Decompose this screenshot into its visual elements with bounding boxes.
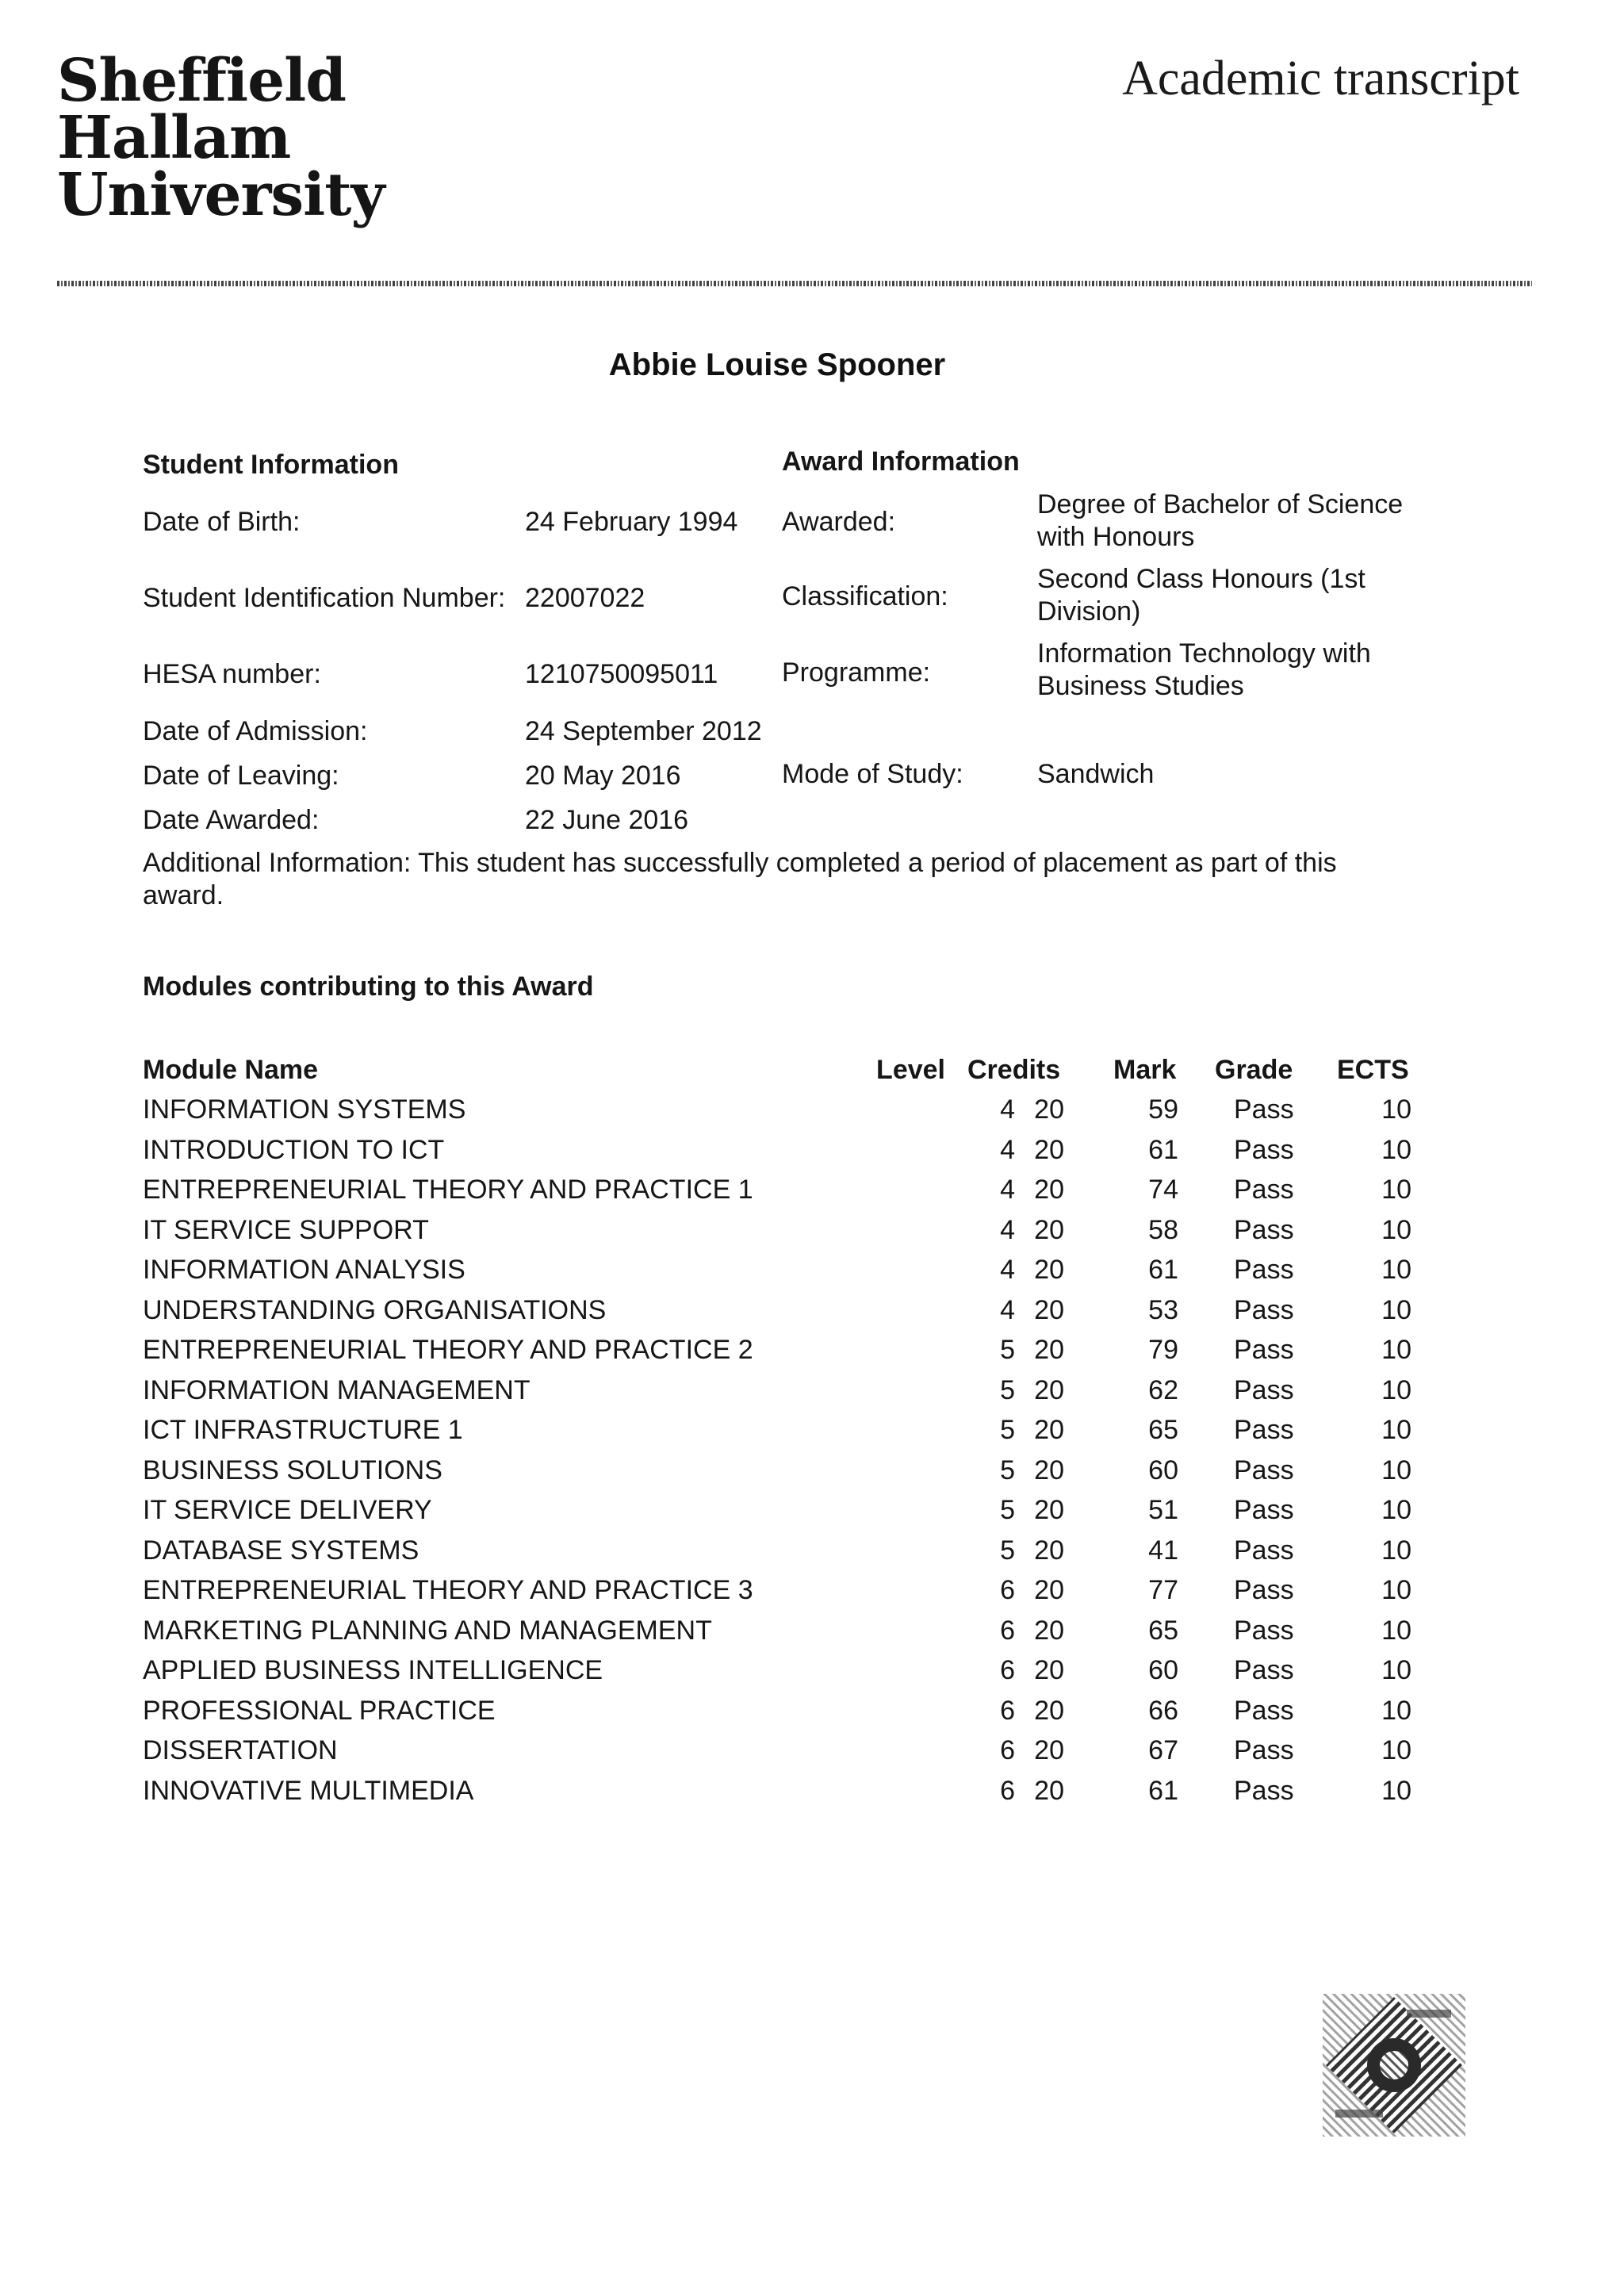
module-grade: Pass bbox=[1234, 1655, 1294, 1685]
student-id-label: Student Identification Number: bbox=[143, 583, 506, 613]
module-ects: 10 bbox=[1381, 1094, 1411, 1125]
module-grade: Pass bbox=[1234, 1295, 1294, 1325]
module-ects: 10 bbox=[1381, 1295, 1411, 1325]
module-level: 6 bbox=[1000, 1616, 1015, 1646]
module-credits: 20 bbox=[1034, 1135, 1064, 1165]
module-ects: 10 bbox=[1381, 1415, 1411, 1445]
admission-value: 24 September 2012 bbox=[525, 716, 762, 746]
mode-of-study-label: Mode of Study: bbox=[782, 759, 963, 789]
module-ects: 10 bbox=[1381, 1735, 1411, 1765]
module-grade: Pass bbox=[1234, 1495, 1294, 1525]
module-credits: 20 bbox=[1034, 1735, 1064, 1765]
module-grade: Pass bbox=[1234, 1175, 1294, 1205]
module-mark: 41 bbox=[1148, 1535, 1178, 1566]
modules-heading: Modules contributing to this Award bbox=[143, 972, 594, 1002]
date-awarded-value: 22 June 2016 bbox=[525, 805, 689, 835]
university-logo bbox=[57, 47, 385, 229]
award-info-heading: Award Information bbox=[782, 447, 1020, 477]
module-ects: 10 bbox=[1381, 1535, 1411, 1566]
module-credits: 20 bbox=[1034, 1375, 1064, 1405]
table-row bbox=[0, 1575, 1624, 1615]
module-mark: 58 bbox=[1148, 1215, 1178, 1245]
table-row bbox=[0, 1696, 1624, 1735]
module-name: PROFESSIONAL PRACTICE bbox=[143, 1696, 496, 1726]
table-row bbox=[0, 1735, 1624, 1775]
module-credits: 20 bbox=[1034, 1175, 1064, 1205]
awarded-value-line: with Honours bbox=[1037, 522, 1195, 552]
module-mark: 51 bbox=[1148, 1495, 1178, 1525]
module-mark: 67 bbox=[1148, 1735, 1178, 1765]
module-name: ENTREPRENEURIAL THEORY AND PRACTICE 1 bbox=[143, 1175, 753, 1205]
module-mark: 61 bbox=[1148, 1776, 1178, 1806]
module-name: BUSINESS SOLUTIONS bbox=[143, 1455, 442, 1485]
awarded-value bbox=[1037, 489, 1403, 554]
module-ects: 10 bbox=[1381, 1495, 1411, 1525]
module-credits: 20 bbox=[1034, 1094, 1064, 1125]
module-ects: 10 bbox=[1381, 1215, 1411, 1245]
module-level: 5 bbox=[1000, 1335, 1015, 1365]
awarded-label: Awarded: bbox=[782, 507, 896, 537]
module-name: INTRODUCTION TO ICT bbox=[143, 1135, 445, 1165]
module-credits: 20 bbox=[1034, 1616, 1064, 1646]
module-name: ENTREPRENEURIAL THEORY AND PRACTICE 3 bbox=[143, 1575, 753, 1605]
table-row bbox=[0, 1175, 1624, 1214]
table-row bbox=[0, 1655, 1624, 1695]
hesa-value: 1210750095011 bbox=[525, 659, 718, 689]
module-mark: 66 bbox=[1148, 1696, 1178, 1726]
module-name: APPLIED BUSINESS INTELLIGENCE bbox=[143, 1655, 603, 1685]
module-grade: Pass bbox=[1234, 1415, 1294, 1445]
module-level: 4 bbox=[1000, 1255, 1015, 1285]
module-name: INNOVATIVE MULTIMEDIA bbox=[143, 1776, 474, 1806]
module-mark: 65 bbox=[1148, 1415, 1178, 1445]
module-grade: Pass bbox=[1234, 1255, 1294, 1285]
leaving-label: Date of Leaving: bbox=[143, 761, 339, 791]
module-level: 5 bbox=[1000, 1455, 1015, 1485]
module-mark: 61 bbox=[1148, 1255, 1178, 1285]
module-level: 5 bbox=[1000, 1375, 1015, 1405]
classification-value-line: Second Class Honours (1st bbox=[1037, 564, 1365, 594]
module-ects: 10 bbox=[1381, 1655, 1411, 1685]
module-mark: 60 bbox=[1148, 1655, 1178, 1685]
module-credits: 20 bbox=[1034, 1295, 1064, 1325]
module-level: 5 bbox=[1000, 1415, 1015, 1445]
table-row bbox=[0, 1135, 1624, 1175]
table-row bbox=[0, 1215, 1624, 1255]
module-credits: 20 bbox=[1034, 1215, 1064, 1245]
module-grade: Pass bbox=[1234, 1135, 1294, 1165]
logo-line: University bbox=[57, 161, 385, 229]
security-microprint-divider bbox=[57, 281, 1532, 286]
module-level: 4 bbox=[1000, 1215, 1015, 1245]
table-row bbox=[0, 1535, 1624, 1575]
column-header-ects: ECTS bbox=[1337, 1055, 1409, 1085]
module-mark: 53 bbox=[1148, 1295, 1178, 1325]
student-info-heading: Student Information bbox=[143, 450, 399, 480]
module-credits: 20 bbox=[1034, 1455, 1064, 1485]
awarded-value-line: Degree of Bachelor of Science bbox=[1037, 489, 1404, 519]
module-level: 4 bbox=[1000, 1135, 1015, 1165]
table-row bbox=[0, 1295, 1624, 1335]
module-level: 6 bbox=[1000, 1655, 1015, 1685]
module-level: 5 bbox=[1000, 1495, 1015, 1525]
table-row bbox=[0, 1094, 1624, 1134]
module-name: INFORMATION MANAGEMENT bbox=[143, 1375, 530, 1405]
module-mark: 79 bbox=[1148, 1335, 1178, 1365]
module-credits: 20 bbox=[1034, 1495, 1064, 1525]
table-row bbox=[0, 1415, 1624, 1455]
module-name: ICT INFRASTRUCTURE 1 bbox=[143, 1415, 463, 1445]
dob-value: 24 February 1994 bbox=[525, 507, 738, 537]
module-level: 6 bbox=[1000, 1575, 1015, 1605]
module-grade: Pass bbox=[1234, 1535, 1294, 1566]
module-ects: 10 bbox=[1381, 1135, 1411, 1165]
table-row bbox=[0, 1495, 1624, 1535]
module-name: ENTREPRENEURIAL THEORY AND PRACTICE 2 bbox=[143, 1335, 753, 1365]
column-header-mark: Mark bbox=[1113, 1055, 1177, 1085]
module-name: DATABASE SYSTEMS bbox=[143, 1535, 419, 1566]
logo-line: Hallam bbox=[57, 104, 291, 172]
date-awarded-label: Date Awarded: bbox=[143, 805, 320, 835]
module-ects: 10 bbox=[1381, 1616, 1411, 1646]
module-grade: Pass bbox=[1234, 1455, 1294, 1485]
logo-line: Sheffield bbox=[57, 47, 347, 115]
module-mark: 74 bbox=[1148, 1175, 1178, 1205]
module-grade: Pass bbox=[1234, 1616, 1294, 1646]
column-header-module-name: Module Name bbox=[143, 1055, 319, 1085]
module-ects: 10 bbox=[1381, 1696, 1411, 1726]
module-credits: 20 bbox=[1034, 1535, 1064, 1566]
column-header-credits: Credits bbox=[967, 1055, 1061, 1085]
module-grade: Pass bbox=[1234, 1215, 1294, 1245]
module-grade: Pass bbox=[1234, 1776, 1294, 1806]
dob-label: Date of Birth: bbox=[143, 507, 301, 537]
module-ects: 10 bbox=[1381, 1335, 1411, 1365]
module-name: IT SERVICE DELIVERY bbox=[143, 1495, 432, 1525]
module-ects: 10 bbox=[1381, 1255, 1411, 1285]
table-row bbox=[0, 1375, 1624, 1415]
student-name: Abbie Louise Spooner bbox=[608, 347, 946, 382]
column-header-grade: Grade bbox=[1215, 1055, 1293, 1085]
module-grade: Pass bbox=[1234, 1735, 1294, 1765]
module-level: 6 bbox=[1000, 1776, 1015, 1806]
module-grade: Pass bbox=[1234, 1696, 1294, 1726]
module-grade: Pass bbox=[1234, 1094, 1294, 1125]
mode-of-study-value: Sandwich bbox=[1037, 759, 1155, 789]
module-level: 4 bbox=[1000, 1295, 1015, 1325]
classification-value bbox=[1037, 563, 1365, 628]
table-row bbox=[0, 1335, 1624, 1374]
module-name: INFORMATION ANALYSIS bbox=[143, 1255, 465, 1285]
admission-label: Date of Admission: bbox=[143, 716, 368, 746]
module-name: IT SERVICE SUPPORT bbox=[143, 1215, 429, 1245]
module-ects: 10 bbox=[1381, 1776, 1411, 1806]
module-mark: 77 bbox=[1148, 1575, 1178, 1605]
module-credits: 20 bbox=[1034, 1415, 1064, 1445]
column-header-level: Level bbox=[876, 1055, 945, 1085]
security-hologram-icon bbox=[1320, 1991, 1469, 2140]
module-credits: 20 bbox=[1034, 1696, 1064, 1726]
hesa-label: HESA number: bbox=[143, 659, 321, 689]
module-credits: 20 bbox=[1034, 1575, 1064, 1605]
module-ects: 10 bbox=[1381, 1575, 1411, 1605]
module-level: 4 bbox=[1000, 1094, 1015, 1125]
module-level: 4 bbox=[1000, 1175, 1015, 1205]
module-grade: Pass bbox=[1234, 1335, 1294, 1365]
document-title: Academic transcript bbox=[1122, 52, 1519, 105]
module-credits: 20 bbox=[1034, 1655, 1064, 1685]
module-mark: 62 bbox=[1148, 1375, 1178, 1405]
module-level: 5 bbox=[1000, 1535, 1015, 1566]
table-row bbox=[0, 1455, 1624, 1495]
module-mark: 59 bbox=[1148, 1094, 1178, 1125]
module-credits: 20 bbox=[1034, 1335, 1064, 1365]
table-row bbox=[0, 1616, 1624, 1655]
classification-value-line: Division) bbox=[1037, 596, 1141, 627]
leaving-value: 20 May 2016 bbox=[525, 761, 681, 791]
module-mark: 61 bbox=[1148, 1135, 1178, 1165]
module-grade: Pass bbox=[1234, 1575, 1294, 1605]
module-grade: Pass bbox=[1234, 1375, 1294, 1405]
module-mark: 65 bbox=[1148, 1616, 1178, 1646]
module-name: INFORMATION SYSTEMS bbox=[143, 1094, 466, 1125]
module-level: 6 bbox=[1000, 1696, 1015, 1726]
module-mark: 60 bbox=[1148, 1455, 1178, 1485]
student-id-value: 22007022 bbox=[525, 583, 645, 613]
programme-label: Programme: bbox=[782, 657, 931, 688]
classification-label: Classification: bbox=[782, 581, 948, 611]
module-level: 6 bbox=[1000, 1735, 1015, 1765]
module-name: MARKETING PLANNING AND MANAGEMENT bbox=[143, 1616, 712, 1646]
module-ects: 10 bbox=[1381, 1455, 1411, 1485]
table-row bbox=[0, 1255, 1624, 1294]
module-name: UNDERSTANDING ORGANISATIONS bbox=[143, 1295, 607, 1325]
programme-value bbox=[1037, 638, 1371, 703]
module-credits: 20 bbox=[1034, 1776, 1064, 1806]
module-ects: 10 bbox=[1381, 1375, 1411, 1405]
module-ects: 10 bbox=[1381, 1175, 1411, 1205]
module-name: DISSERTATION bbox=[143, 1735, 338, 1765]
module-credits: 20 bbox=[1034, 1255, 1064, 1285]
programme-value-line: Business Studies bbox=[1037, 671, 1244, 701]
table-header-row bbox=[0, 1055, 1624, 1094]
additional-information: Additional Information: This student has successfully completed a period of placement as part of this award. bbox=[143, 848, 1337, 910]
programme-value-line: Information Technology with bbox=[1037, 638, 1371, 669]
table-row bbox=[0, 1776, 1624, 1815]
